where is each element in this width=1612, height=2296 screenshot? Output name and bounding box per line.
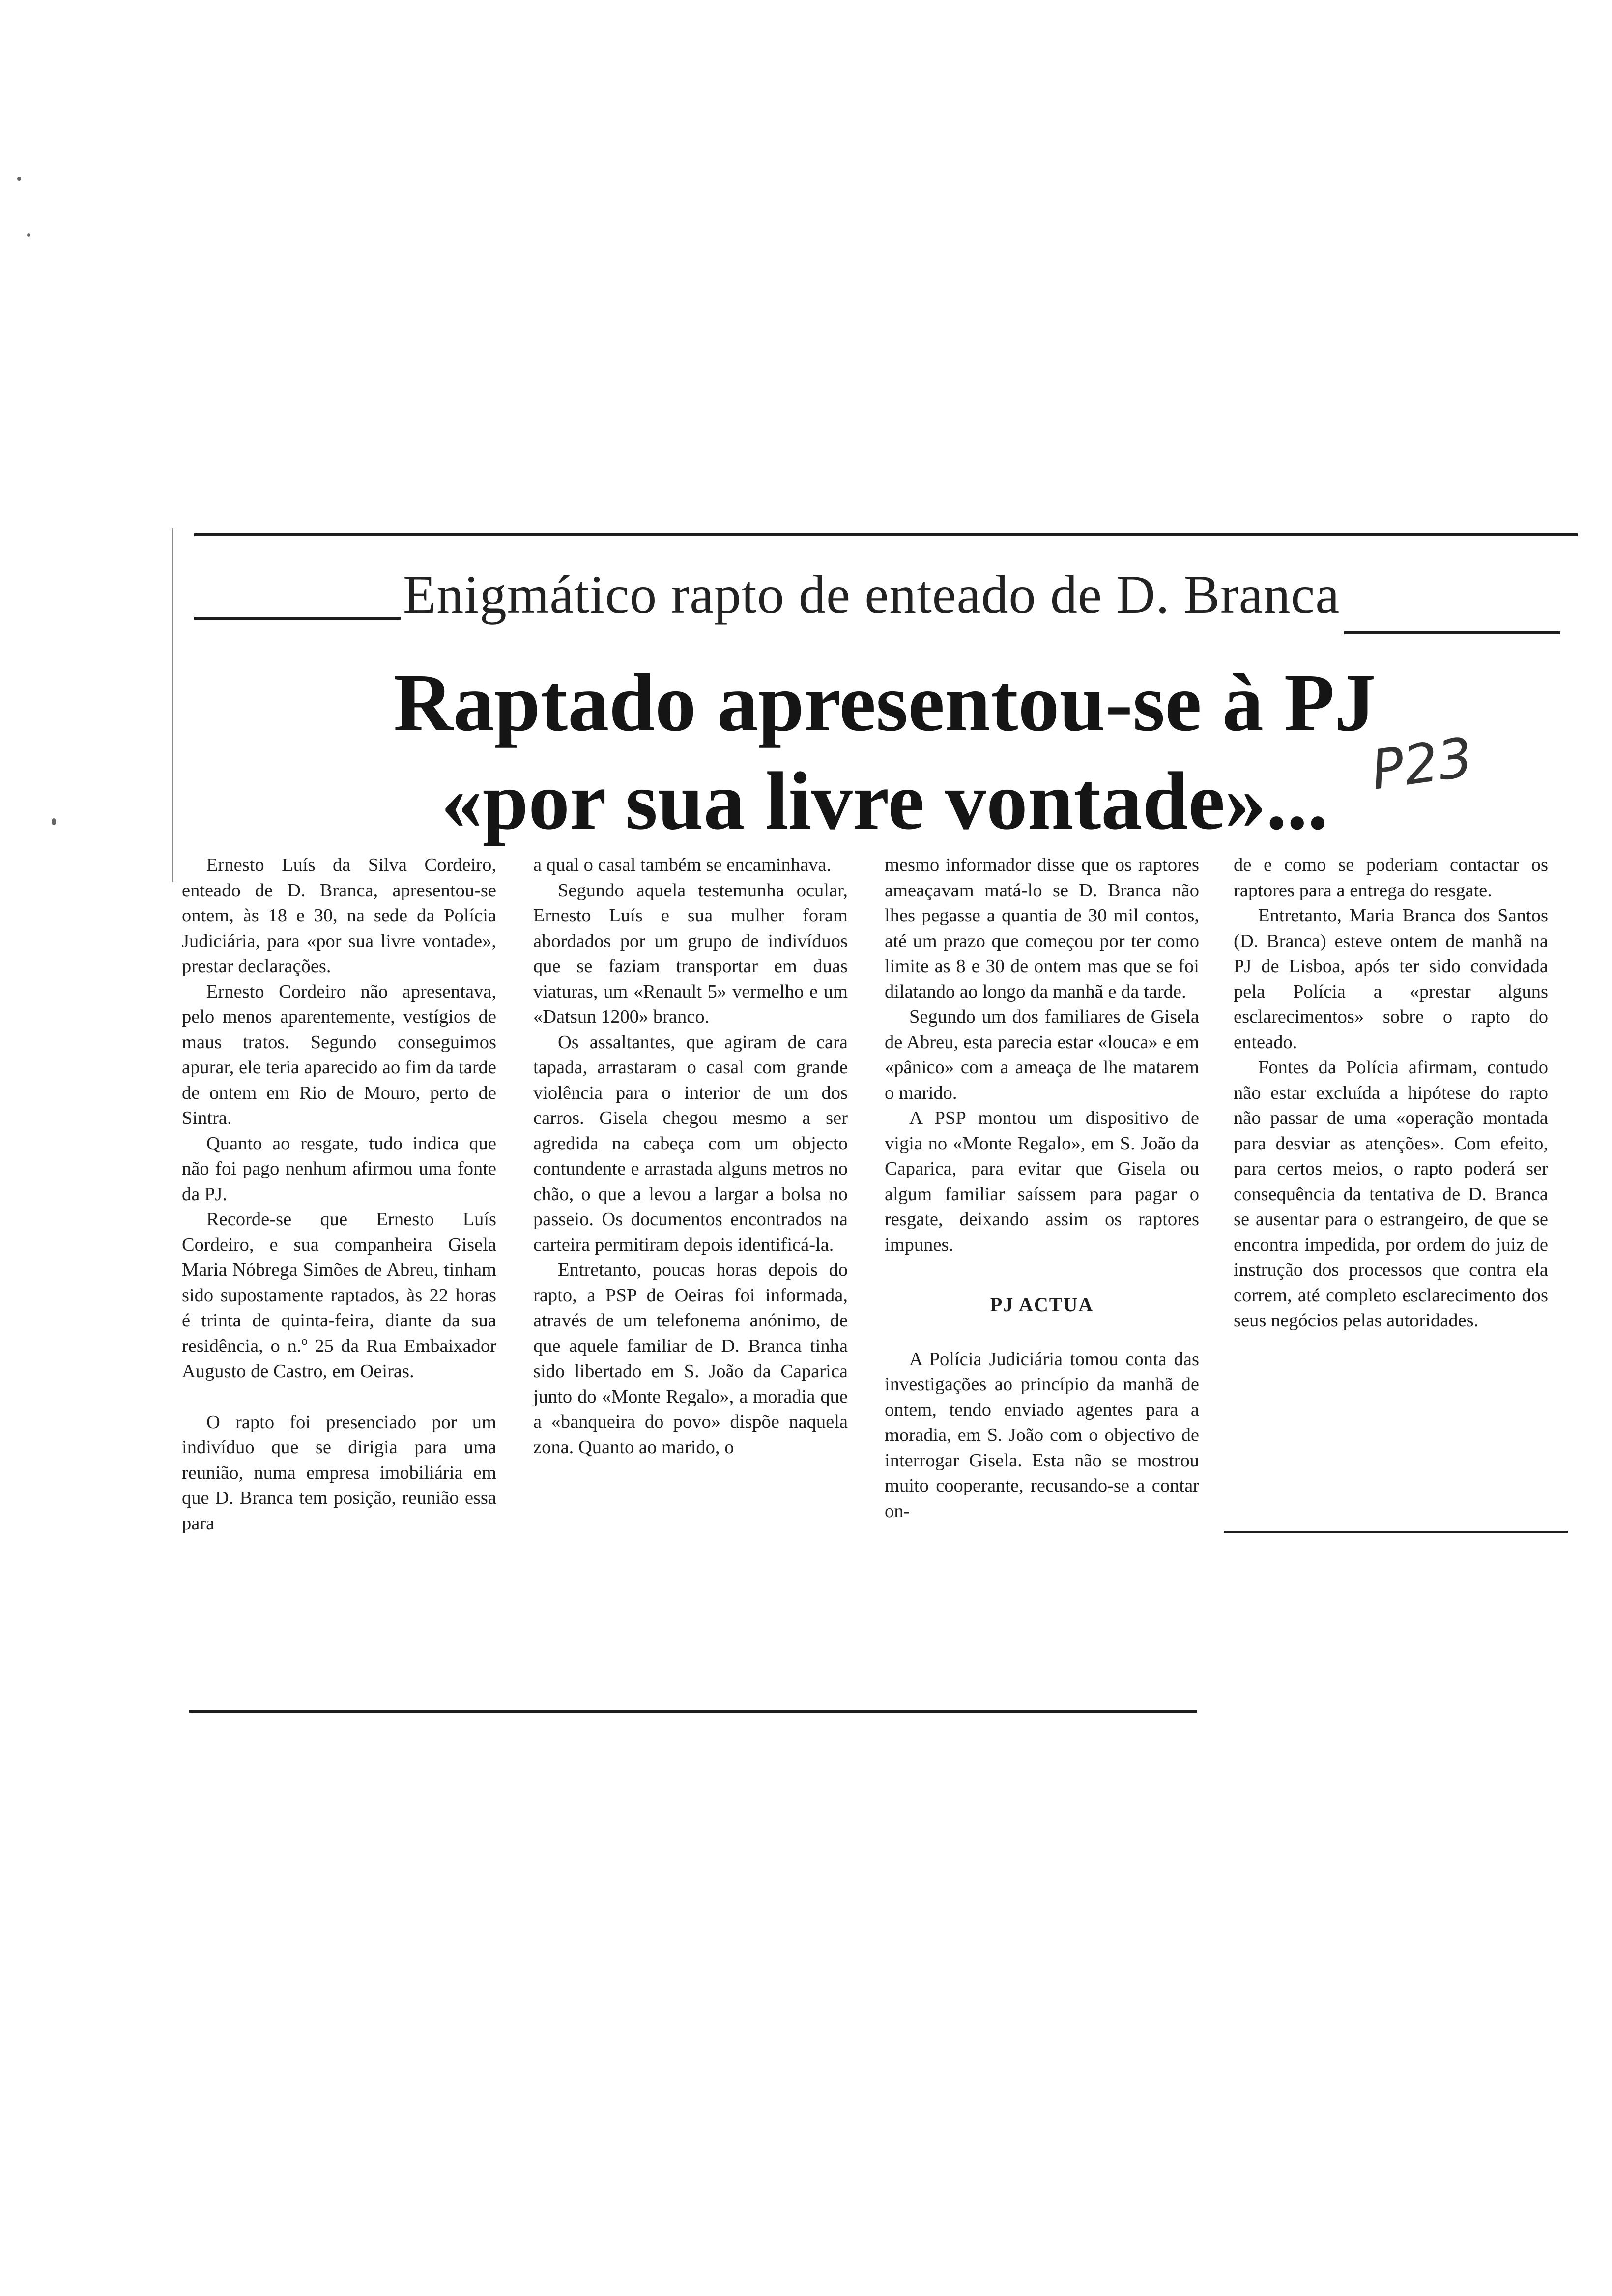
kicker-title: Enigmático rapto de enteado de D. Branca — [403, 565, 1340, 625]
paragraph: Segundo aquela testemunha ocular, Ernesto Luís e sua mulher foram abordados por um grupo de indivíduos que se faziam transportar em duas viaturas, um «Renault 5» vermelho e um «Datsun 1200» branco. — [533, 880, 848, 1027]
paragraph: a qual o casal também se encaminhava. — [533, 855, 832, 875]
column-4 — [1234, 853, 1548, 1334]
paragraph: Ernesto Luís da Silva Cordeiro, enteado de D. Branca, apresentou-se ontem, às 18 e 30, na sede da Polícia Judiciária, para «por sua livre vontade», prestar declarações. — [182, 855, 496, 976]
column-2 — [533, 853, 848, 1460]
article-end-rule — [1224, 1531, 1568, 1533]
headline — [295, 654, 1477, 850]
headline-line-2: «por sua livre vontade»... — [441, 755, 1328, 847]
dust-speck — [17, 177, 21, 181]
column-3 — [885, 853, 1199, 1524]
paragraph: Os assaltantes, que agiram de cara tapada, arrastaram o casal com grande violência para o interior de um dos carros. Gisela chegou mesmo a ser agredida na cabeça com um objecto contundente e arrastada alguns metros no chão, o que a levou a largar a bolsa no passeio. Os documentos encontrados na carteira permitiram depois identificá-la. — [533, 1032, 848, 1255]
kicker-rule-right — [1344, 631, 1560, 634]
kicker-rule-left — [194, 617, 401, 620]
left-edge-mark — [172, 528, 173, 882]
paragraph: Quanto ao resgate, tudo indica que não foi pago nenhum afirmou uma fonte da PJ. — [182, 1133, 496, 1205]
paragraph: Fontes da Polícia afirmam, contudo não estar excluída a hipótese do rapto não passar de uma «operação montada para desviar as atenções». Com efeito, para certos meios, o rapto poderá ser consequência da tentativa de D. Branca se ausentar para o estrangeiro, de que se encontra impedida, por ordem do juiz de instrução dos processos que contra ela correm, até completo esclarecimento dos seus negócios pelas autoridades. — [1234, 1057, 1548, 1331]
paragraph: Entretanto, Maria Branca dos Santos (D. Branca) esteve ontem de manhã na PJ de Lisboa, após ter sido convidada pela Polícia a «prestar alguns esclarecimentos» sobre o rapto do enteado. — [1234, 905, 1548, 1053]
subheading: PJ ACTUA — [990, 1293, 1094, 1316]
dust-speck — [52, 818, 56, 825]
column-1 — [182, 853, 496, 1536]
paragraph: Entretanto, poucas horas depois do rapto, a PSP de Oeiras foi informada, através de um telefonema anónimo, de que aquele familiar de D. Branca tinha sido libertado em S. João da Caparica junto do «Monte Regalo», a moradia que a «banqueira do povo» dispõe naquela zona. Quanto ao marido, o — [533, 1260, 848, 1458]
paragraph: de e como se poderiam contactar os raptores para a entrega do resgate. — [1234, 855, 1548, 901]
paragraph: Recorde-se que Ernesto Luís Cordeiro, e sua companheira Gisela Maria Nóbrega Simões de Abreu, tinham sido supostamente raptados, às 22 horas é trinta de quinta-feira, diante da sua residência, o n.º 25 da Rua Embaixador Augusto de Castro, em Oeiras. — [182, 1209, 496, 1381]
bottom-rule — [189, 1710, 1197, 1713]
handwritten-note: P23 — [1367, 725, 1477, 802]
dust-speck — [27, 233, 30, 237]
paragraph: A Polícia Judiciária tomou conta das investigações ao princípio da manhã de ontem, tendo enviado agentes para a moradia, em S. João com o objectivo de interrogar Gisela. Esta não se mostrou muito cooperante, recusando-se a contar on- — [885, 1349, 1199, 1521]
paragraph: Segundo um dos familiares de Gisela de Abreu, esta parecia estar «louca» e em «pânico» com a ameaça de lhe matarem o marido. — [885, 1006, 1199, 1103]
paragraph: Ernesto Cordeiro não apresentava, pelo menos aparentemente, vestígios de maus tratos. Segundo conseguimos apurar, ele teria aparecido ao fim da tarde de ontem em Rio de Mouro, perto de Sintra. — [182, 981, 496, 1128]
headline-line-1: Raptado apresentou-se à PJ — [393, 657, 1376, 748]
paragraph: O rapto foi presenciado por um indivíduo que se dirigia para uma reunião, numa empresa imobiliária em que D. Branca tem posição, reunião essa para — [182, 1411, 496, 1534]
top-rule — [194, 533, 1578, 536]
paragraph: mesmo informador disse que os raptores ameaçavam matá-lo se D. Branca não lhes pegasse a quantia de 30 mil contos, até um prazo que começou por ter como limite as 8 e 30 de ontem mas que se foi dilatando ao longo da manhã e da tarde. — [885, 855, 1199, 1002]
paragraph: A PSP montou um dispositivo de vigia no «Monte Regalo», em S. João da Caparica, para evitar que Gisela ou algum familiar saíssem para pagar o resgate, deixando assim os raptores impunes. — [885, 1108, 1199, 1255]
